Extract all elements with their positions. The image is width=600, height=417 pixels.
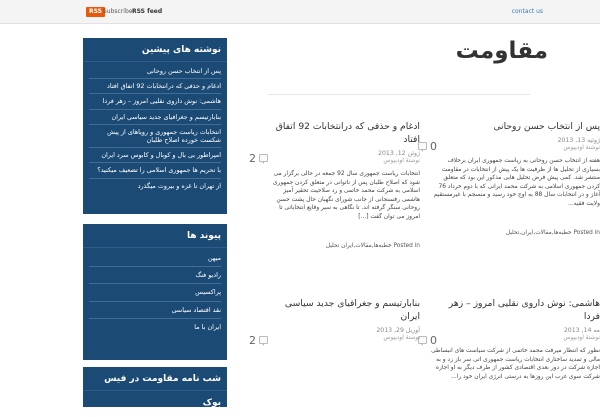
blogroll-link[interactable]: رادیو فنگ xyxy=(89,267,221,284)
post-title[interactable]: پس از انتخاب حسن روحانی xyxy=(493,121,600,132)
post-author[interactable]: نوشتۀ اودیپوس xyxy=(563,145,600,151)
post-author[interactable]: نوشتۀ اودیپوس xyxy=(383,335,420,341)
post-date: ژوئن 12, 2013 xyxy=(378,150,420,157)
post-author[interactable]: نوشتۀ اودیپوس xyxy=(383,158,420,164)
top-bar xyxy=(0,0,600,24)
rss-feed-link[interactable]: RSS feed xyxy=(132,8,163,15)
post-excerpt: انتخابات ریاست جمهوری سال 92 جمعه در حالی برگزار می شود که اصلاح طلبان پس از ناتوانی در متعلق کردن جمهوری اسلامی به شرکت محمد خاتمی و رد صلاحیت تحقیر آمیز هاشمی رفسنجانی از جانب شورای نگهبان حال پشت حسن روحانی سنگر گرفته اند. تا نگاهی به سیر وقایع انتخاباتی تا امروز می توان گفت [...] xyxy=(272,171,420,220)
facebook-widget xyxy=(83,367,227,407)
comment-count[interactable]: 0 xyxy=(430,334,437,347)
comment-icon[interactable] xyxy=(259,154,268,162)
post-date: مه 14, 2013 xyxy=(563,327,600,334)
recent-post-link[interactable]: امپراطور بی بال و کوبال و کابوس سرد ایران xyxy=(89,148,221,163)
post-title[interactable]: هاشمی: نوش داروی نقلیی امروز – زهر فردا xyxy=(448,298,600,322)
comment-count[interactable]: 2 xyxy=(249,334,256,347)
subscribe-label: Subscribe: xyxy=(103,8,135,15)
post-card xyxy=(270,297,420,341)
post-date: ژوئیه 13, 2013 xyxy=(557,137,600,144)
recent-post-link[interactable]: ادغام و حذفی که درانتخابات 92 اتفاق افتاد xyxy=(89,79,221,94)
links-title: پیوند ها xyxy=(83,224,227,248)
post-title[interactable]: بنابارتیسم و جغرافیای جدید سیاسی ایران xyxy=(284,298,420,322)
facebook-title: شب نامه مقاومت در فیس بوک xyxy=(83,367,227,391)
contact-us-link[interactable]: contact us xyxy=(511,8,543,15)
links-list xyxy=(83,248,227,339)
post-card xyxy=(430,297,600,417)
comment-count[interactable]: 2 xyxy=(249,152,256,165)
recent-posts-widget xyxy=(83,38,227,214)
recent-post-link[interactable]: انتخابات ریاست جمهوری و رویاهای از پیش شکست خورده اصلاح طلبان xyxy=(89,125,221,148)
sidebar xyxy=(83,38,227,414)
recent-post-link[interactable]: بنابارتیسم و جغرافیای جدید سیاسی ایران xyxy=(89,110,221,125)
post-title[interactable]: ادغام و حذفی که درانتخابات 92 اتفاق افتاد xyxy=(275,121,420,145)
recent-posts-title: نوشته های پیشین xyxy=(83,38,227,62)
recent-post-link[interactable]: از تهران تا غزه و بیروت میگذرد xyxy=(137,181,221,190)
site-title[interactable]: مقاومت xyxy=(455,38,548,64)
post-card xyxy=(430,120,600,237)
blogroll-link[interactable]: پراکسیس xyxy=(89,284,221,301)
post-excerpt: نظور که انتظار میرفت محمد خاتمی از شرکت سیاست های انبساطی مالی و تمدید ساختاری انتخابات ریاست جمهوری اتی سر باز زد و به اجازه شرکت در دور بعدی اقتصادی کشور از طرف دیگر به او اجازه شرکت سوی غرب این روزها به درستی انرژی ایران خود را... xyxy=(431,348,600,380)
blogroll-link[interactable]: میهن xyxy=(89,250,221,267)
blogroll-link[interactable]: نقد اقتصاد سیاسی xyxy=(89,302,221,319)
post-date: آوریل 29, 2013 xyxy=(376,327,420,334)
blogroll-link[interactable]: ایران با ما xyxy=(194,322,221,331)
links-widget xyxy=(83,224,227,360)
post-excerpt: هفته از انتخاب حسن روحانی به ریاست جمهوری ایران برخلاف بسیاری از تحلیل ها از ظرفیت ها یک پیش از انتخابات در مقاومت منتشر شد. کمی پیش فرض تحلیل هایی مذکور این بود که متعلق کردن جمهوری اسلامی به شرکت محمد ایرانی که با دوم خرداد 76 آغاز و در انتخابات سال 88 به اوج خود رسید و منسجم با غیرمستقیم ولایت فقیه... xyxy=(433,158,600,207)
rss-icon[interactable]: RSS xyxy=(86,7,105,17)
recent-posts-list xyxy=(83,62,227,197)
comment-count[interactable]: 0 xyxy=(430,140,437,153)
post-categories[interactable]: Posted in خطبه‌ها,مقالات,ایران,تحلیل xyxy=(505,230,600,236)
post-categories[interactable]: Posted in خطبه‌ها,مقالات,ایران تحلیل xyxy=(325,243,420,249)
comment-icon[interactable] xyxy=(259,336,268,344)
recent-post-link[interactable]: هاشمی: نوش داروی نقلیی امروز – زهر فردا xyxy=(89,94,221,109)
post-card xyxy=(270,120,420,250)
post-author[interactable]: نوشتۀ اودیپوس xyxy=(563,335,600,341)
recent-post-link[interactable]: پس از انتخاب حسن روحانی xyxy=(89,64,221,79)
recent-post-link[interactable]: با تحریم ها جمهوری اسلامی را تضعیف میکنید؟ xyxy=(89,163,221,178)
title-divider xyxy=(268,94,530,95)
